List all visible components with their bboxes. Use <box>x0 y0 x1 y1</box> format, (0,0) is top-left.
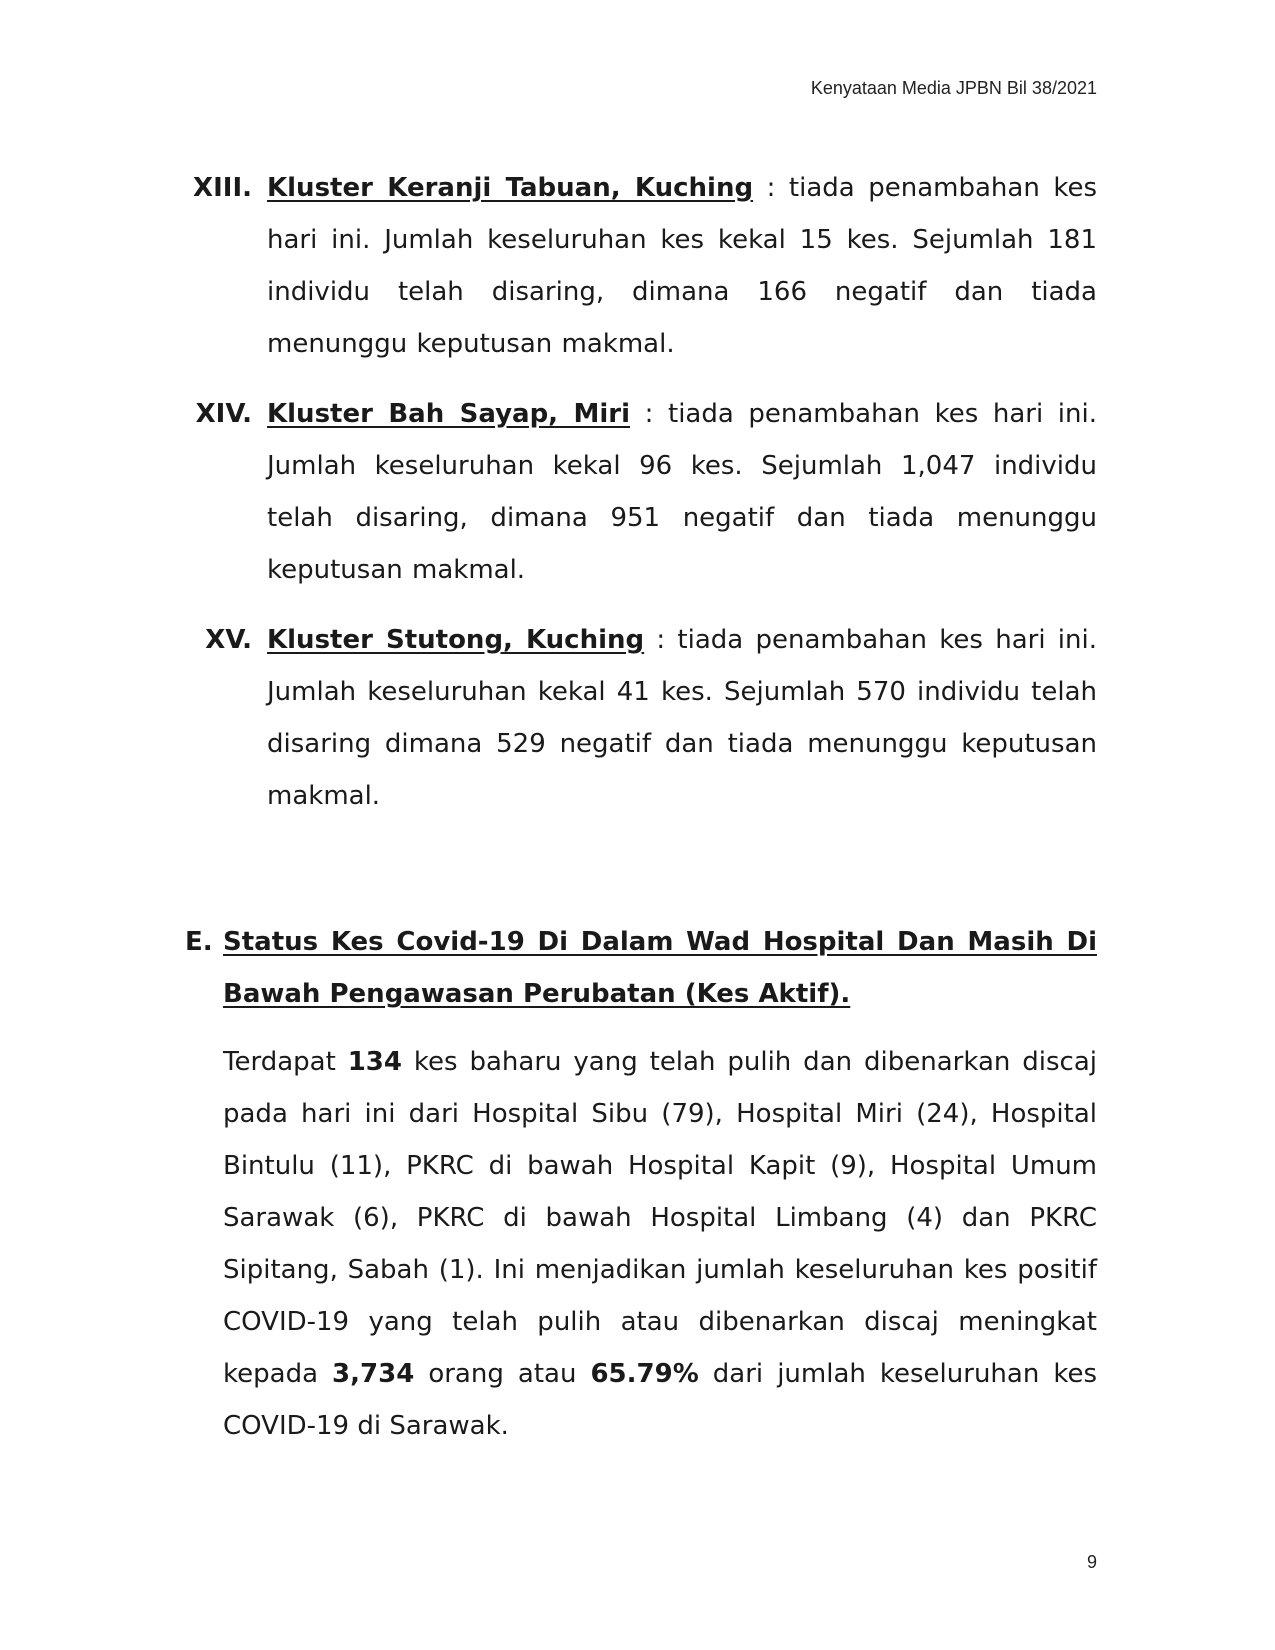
item-title: Kluster Bah Sayap, Miri <box>267 399 630 429</box>
para-bold-total: 3,734 <box>332 1359 415 1389</box>
section-letter: E. <box>185 927 213 957</box>
cluster-list <box>0 162 1275 840</box>
section-title-text: Status Kes Covid-19 Di Dalam Wad Hospital Dan Masih Di Bawah Pengawasan Perubatan (Kes Aktif). <box>223 927 1097 1009</box>
item-numeral: XIII. <box>193 173 252 203</box>
section-title <box>223 916 1097 1020</box>
para-bold-percent: 65.79% <box>590 1359 699 1389</box>
page-number: 9 <box>1086 1552 1097 1572</box>
page-header: Kenyataan Media JPBN Bil 38/2021 <box>810 78 1097 98</box>
list-item <box>0 162 1275 370</box>
item-title: Kluster Stutong, Kuching <box>267 625 645 655</box>
section-e <box>0 916 1275 1452</box>
para-text: kes baharu yang telah pulih dan dibenarkan discaj pada hari ini dari Hospital Sibu (79), Hospital Miri (24), Hospital Bintulu (11), PKRC di bawah Hospital Kapit (9), Hospital Umum Sarawak (6), PKRC di bawah Hospital Limbang (4) dan PKRC Sipitang, Sabah (1). Ini menjadikan jumlah keseluruhan kes positif COVID-19 yang telah pulih atau dibenarkan discaj meningkat kepada <box>223 1047 1097 1389</box>
para-text: dari jumlah keseluruhan kes COVID-19 di Sarawak. <box>223 1359 1098 1441</box>
list-item <box>0 614 1275 822</box>
item-numeral: XIV. <box>195 399 252 429</box>
item-text: : tiada penambahan kes hari ini. Jumlah keseluruhan kekal 41 kes. Sejumlah 570 individu telah disaring dimana 529 negatif dan tiada menunggu keputusan makmal. <box>267 625 1097 811</box>
list-item <box>0 388 1275 596</box>
section-paragraph <box>223 1036 1097 1452</box>
para-bold-count: 134 <box>347 1047 402 1077</box>
item-numeral: XV. <box>205 625 252 655</box>
item-title: Kluster Keranji Tabuan, Kuching <box>267 173 754 203</box>
item-body <box>267 614 1097 822</box>
item-body <box>267 162 1097 370</box>
item-text: : tiada penambahan kes hari ini. Jumlah keseluruhan kekal 96 kes. Sejumlah 1,047 individu telah disaring, dimana 951 negatif dan tiada menunggu keputusan makmal. <box>267 399 1098 585</box>
item-text: : tiada penambahan kes hari ini. Jumlah keseluruhan kes kekal 15 kes. Sejumlah 181 individu telah disaring, dimana 166 negatif dan tiada menunggu keputusan makmal. <box>267 173 1098 359</box>
para-text: orang atau <box>414 1359 591 1389</box>
para-text: Terdapat <box>223 1047 348 1077</box>
item-body <box>267 388 1097 596</box>
